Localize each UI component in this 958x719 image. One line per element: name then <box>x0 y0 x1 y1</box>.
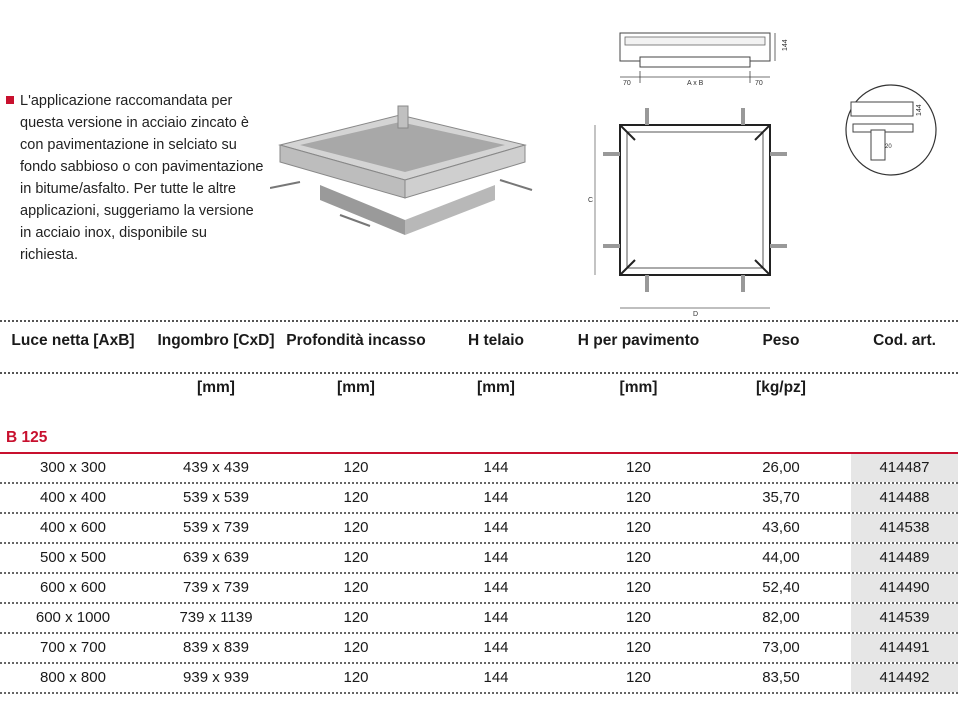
table-row <box>0 514 958 544</box>
cell-h-telaio: 144 <box>483 489 509 506</box>
detail-small-label: 20 <box>885 144 892 150</box>
cell-h-pavimento: 120 <box>625 549 652 566</box>
table-row <box>0 454 958 484</box>
cell-h-telaio: 144 <box>483 639 509 656</box>
unit-ingombro: [mm] <box>197 379 235 396</box>
cell-luce-netta: 400 x 400 <box>40 489 106 506</box>
cell-h-pavimento: 120 <box>625 459 652 476</box>
cell-ingombro: 739 x 739 <box>183 579 249 596</box>
cell-profondita: 120 <box>343 489 369 506</box>
product-note <box>6 90 268 266</box>
table-row <box>0 634 958 664</box>
dim-c-label: C <box>588 197 594 204</box>
header-profondita: Profondità incasso <box>286 332 426 349</box>
cell-profondita: 120 <box>343 549 369 566</box>
header-h-telaio: H telaio <box>468 332 524 349</box>
group-label: B 125 <box>6 429 48 446</box>
cell-h-pavimento: 120 <box>625 609 652 626</box>
cell-h-telaio: 144 <box>483 609 509 626</box>
cell-peso: 83,50 <box>762 669 800 686</box>
cell-profondita: 120 <box>343 519 369 536</box>
cell-cod-art: 414492 <box>851 664 958 692</box>
cell-h-pavimento: 120 <box>625 489 652 506</box>
cell-luce-netta: 600 x 600 <box>40 579 106 596</box>
detail-h-label: 144 <box>916 104 923 116</box>
cell-luce-netta: 700 x 700 <box>40 639 106 656</box>
cell-h-pavimento: 120 <box>625 669 652 686</box>
cell-peso: 52,40 <box>762 579 800 596</box>
unit-peso: [kg/pz] <box>756 379 806 396</box>
product-table <box>0 320 958 694</box>
product-note-text: L'applicazione raccomandata per questa versione in acciaio zincato è con pavimentazione in selciato su fondo sabbioso o con pavimentazione in bitume/asfalto. Per tutte le altre applicazioni, suggeriamo la versione in acciaio inox, disponibile su richiesta. <box>20 93 264 263</box>
dim-left-label: 70 <box>623 80 631 87</box>
unit-h-pavimento: [mm] <box>619 379 658 396</box>
cell-profondita: 120 <box>343 639 369 656</box>
cell-cod-art: 414491 <box>851 634 958 662</box>
cell-ingombro: 939 x 939 <box>183 669 249 686</box>
cell-h-pavimento: 120 <box>625 639 652 656</box>
dim-d-label: D <box>693 311 699 318</box>
section-drawing <box>605 25 800 90</box>
dim-h-label: 144 <box>782 39 789 51</box>
cell-ingombro: 539 x 739 <box>183 519 249 536</box>
cell-h-telaio: 144 <box>483 459 509 476</box>
cell-h-telaio: 144 <box>483 549 509 566</box>
cell-luce-netta: 500 x 500 <box>40 549 106 566</box>
cell-profondita: 120 <box>343 459 369 476</box>
cell-profondita: 120 <box>343 669 369 686</box>
cell-cod-art: 414490 <box>851 574 958 602</box>
cell-ingombro: 539 x 539 <box>183 489 249 506</box>
cell-luce-netta: 300 x 300 <box>40 459 106 476</box>
cell-h-pavimento: 120 <box>625 519 652 536</box>
cell-peso: 73,00 <box>762 639 800 656</box>
table-row <box>0 664 958 694</box>
header-peso: Peso <box>762 332 800 349</box>
cell-luce-netta: 800 x 800 <box>40 669 106 686</box>
cell-h-telaio: 144 <box>483 669 509 686</box>
table-header <box>0 322 958 372</box>
cell-cod-art: 414487 <box>851 454 958 482</box>
cell-luce-netta: 600 x 1000 <box>35 609 111 626</box>
detail-drawing <box>843 80 943 180</box>
cell-ingombro: 739 x 1139 <box>179 609 253 626</box>
header-ingombro: Ingombro [CxD] <box>157 332 275 349</box>
header-h-pavimento: H per pavimento <box>577 332 700 349</box>
cell-peso: 35,70 <box>762 489 800 506</box>
cell-profondita: 120 <box>343 579 369 596</box>
header-luce-netta: Luce netta [AxB] <box>11 332 135 349</box>
cell-profondita: 120 <box>343 609 369 626</box>
bullet-square-icon <box>6 96 14 104</box>
cell-ingombro: 439 x 439 <box>183 459 249 476</box>
cell-h-telaio: 144 <box>483 519 509 536</box>
cell-ingombro: 639 x 639 <box>183 549 249 566</box>
product-photo <box>270 100 540 240</box>
table-row <box>0 544 958 574</box>
cell-peso: 44,00 <box>762 549 800 566</box>
header-cod-art: Cod. art. <box>873 332 936 349</box>
cell-peso: 82,00 <box>762 609 800 626</box>
group-heading <box>0 426 958 454</box>
cell-h-pavimento: 120 <box>625 579 652 596</box>
dim-mid-label: A x B <box>687 80 704 87</box>
unit-h-telaio: [mm] <box>477 379 515 396</box>
plan-drawing <box>585 100 805 320</box>
cell-peso: 26,00 <box>762 459 800 476</box>
cell-peso: 43,60 <box>762 519 800 536</box>
cell-cod-art: 414488 <box>851 484 958 512</box>
cell-ingombro: 839 x 839 <box>183 639 249 656</box>
unit-profondita: [mm] <box>337 379 375 396</box>
cell-cod-art: 414489 <box>851 544 958 572</box>
table-row <box>0 484 958 514</box>
table-row <box>0 574 958 604</box>
dim-right-label: 70 <box>755 80 763 87</box>
units-row <box>0 374 958 404</box>
table-row <box>0 604 958 634</box>
cell-cod-art: 414538 <box>851 514 958 542</box>
cell-cod-art: 414539 <box>851 604 958 632</box>
cell-h-telaio: 144 <box>483 579 509 596</box>
cell-luce-netta: 400 x 600 <box>40 519 106 536</box>
